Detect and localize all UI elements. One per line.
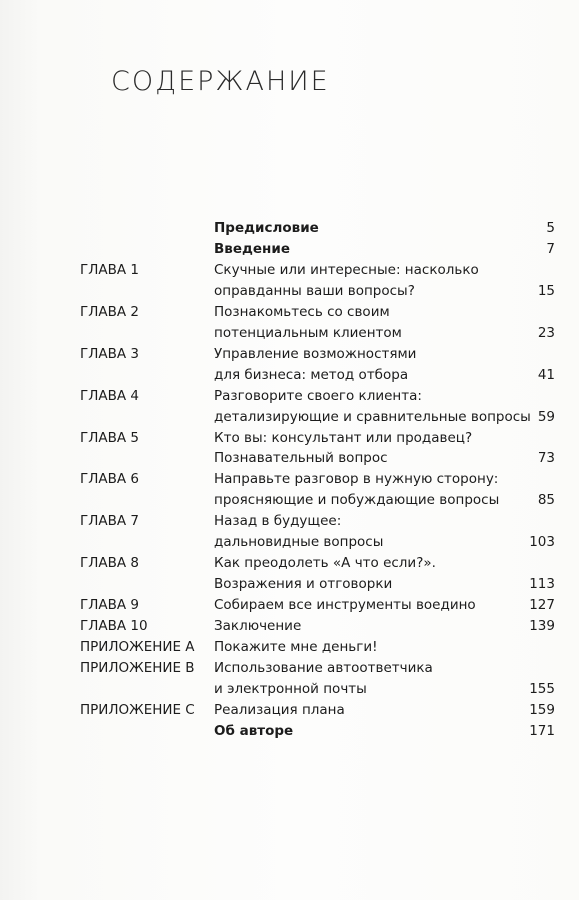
entry-title: Реализация плана [214,701,345,718]
toc-row [0,490,579,511]
entry-title: дальновидные вопросы [214,534,384,551]
chapter-label: ГЛАВА 7 [80,513,139,530]
entry-title: Скучные или интересные: насколько [214,261,479,278]
toc-row [0,637,579,658]
chapter-label: ГЛАВА 1 [80,261,139,278]
entry-title: оправданны ваши вопросы? [214,282,415,299]
page-number: 103 [529,534,555,551]
entry-title: проясняющие и побуждающие вопросы [214,492,500,509]
entry-title: Познавательный вопрос [214,450,388,467]
chapter-label: ГЛАВА 2 [80,303,139,320]
entry-title: Возражения и отговорки [214,576,393,593]
page-number: 5 [546,220,555,236]
entry-title: Управление возможностями [214,345,417,362]
page-number: 155 [529,680,555,697]
toc-row [0,553,579,574]
toc-row [0,428,579,449]
entry-title: потенциальным клиентом [214,324,402,341]
chapter-label: ПРИЛОЖЕНИЕ С [80,701,195,718]
entry-title: Назад в будущее: [214,513,342,530]
toc-row [0,595,579,616]
page-number: 85 [537,492,555,509]
chapter-label: ГЛАВА 9 [80,597,139,614]
toc-row [0,281,579,302]
entry-title: Направьте разговор в нужную сторону: [214,471,499,488]
entry-title: Использование автоответчика [214,659,433,676]
toc-row [0,365,579,386]
toc-row [0,658,579,679]
entry-title: Покажите мне деньги! [214,639,378,655]
chapter-label: ГЛАВА 5 [80,429,139,446]
toc-row [0,700,579,721]
toc-row [0,448,579,469]
entry-title: и электронной почты [214,680,367,697]
toc-row [0,260,579,281]
toc-row [0,344,579,365]
toc-row [0,616,579,637]
toc-row [0,721,579,742]
toc-row [0,386,579,407]
entry-title: детализирующие и сравнительные вопросы [214,408,531,425]
entry-title: Предисловие [214,220,319,236]
page-number: 7 [546,240,555,257]
page-number: 159 [529,701,555,718]
page-number: 59 [537,408,555,425]
page-number: 171 [529,722,555,739]
chapter-label: ГЛАВА 6 [80,471,139,488]
toc-row [0,469,579,490]
entry-title: Об авторе [214,722,294,739]
chapter-label: ПРИЛОЖЕНИЕ А [80,639,195,655]
chapter-label: ГЛАВА 10 [80,618,148,635]
toc-row [0,239,579,260]
toc-row [0,407,579,428]
toc-row [0,574,579,595]
toc-row [0,302,579,323]
page-number: 41 [537,366,555,383]
chapter-label: ПРИЛОЖЕНИЕ В [80,659,195,676]
page-number: 73 [537,450,555,467]
page-title: СОДЕРЖАНИЕ [111,66,330,97]
page-number: 127 [529,597,555,614]
toc-row [0,532,579,553]
chapter-label: ГЛАВА 4 [80,387,139,404]
entry-title: Разговорите своего клиента: [214,387,422,404]
toc-row [0,511,579,532]
page-number: 23 [537,324,555,341]
entry-title: Заключение [214,618,302,635]
toc-row [0,323,579,344]
entry-title: Как преодолеть «А что если?». [214,555,436,572]
page-number: 139 [529,618,555,635]
chapter-label: ГЛАВА 8 [80,555,139,572]
page-number: 113 [529,576,555,593]
toc-row [0,679,579,700]
entry-title: для бизнеса: метод отбора [214,366,409,383]
toc-row [0,218,579,239]
page-number: 15 [537,282,555,299]
entry-title: Кто вы: консультант или продавец? [214,429,473,446]
entry-title: Собираем все инструменты воедино [214,597,476,614]
entry-title: Познакомьтесь со своим [214,303,390,320]
chapter-label: ГЛАВА 3 [80,345,139,362]
entry-title: Введение [214,240,290,257]
